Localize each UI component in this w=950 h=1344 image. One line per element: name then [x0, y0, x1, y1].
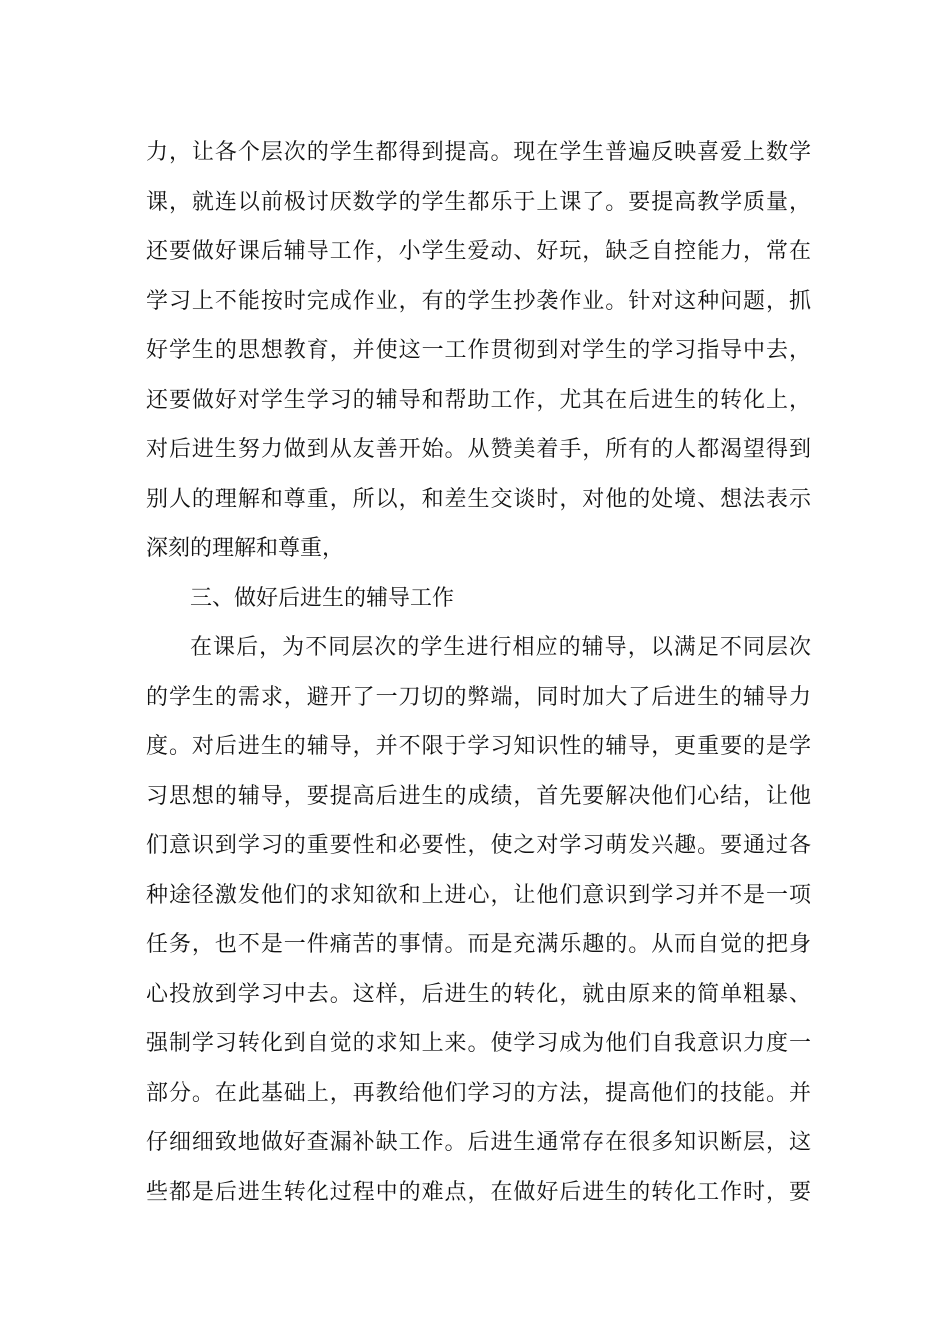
text-line: 些都是后进生转化过程中的难点，在做好后进生的转化工作时，要 — [146, 1179, 811, 1205]
text-line: 学习上不能按时完成作业，有的学生抄袭作业。针对这种问题，抓 — [146, 288, 811, 314]
text-line: 部分。在此基础上，再教给他们学习的方法，提高他们的技能。并 — [146, 1080, 811, 1106]
text-line: 深刻的理解和尊重， — [146, 536, 345, 561]
text-line: 种途径激发他们的求知欲和上进心，让他们意识到学习并不是一项 — [146, 882, 811, 908]
text-line: 仔细细致地做好查漏补缺工作。后进生通常存在很多知识断层，这 — [146, 1130, 811, 1155]
text-line: 心投放到学习中去。这样，后进生的转化，就由原来的简单粗暴、 — [146, 981, 811, 1007]
section-heading — [146, 574, 811, 624]
text-line: 强制学习转化到自觉的求知上来。使学习成为他们自我意识力度一 — [146, 1031, 811, 1056]
text-line: 习思想的辅导，要提高后进生的成绩，首先要解决他们心结，让他 — [146, 783, 811, 809]
text-line: 对后进生努力做到从友善开始。从赞美着手，所有的人都渴望得到 — [146, 437, 811, 462]
text-line: 还要做好课后辅导工作，小学生爱动、好玩，缺乏自控能力，常在 — [146, 239, 811, 264]
text-line: 好学生的思想教育，并使这一工作贯彻到对学生的学习指导中去， — [146, 338, 811, 363]
text-line: 在课后，为不同层次的学生进行相应的辅导，以满足不同层次 — [190, 635, 811, 660]
paragraph-tutoring — [146, 623, 811, 1217]
text-line: 的学生的需求，避开了一刀切的弊端，同时加大了后进生的辅导力 — [146, 684, 811, 710]
text-line: 们意识到学习的重要性和必要性，使之对学习萌发兴趣。要通过各 — [146, 833, 811, 858]
text-line: 还要做好对学生学习的辅导和帮助工作，尤其在后进生的转化上， — [146, 387, 811, 413]
heading-text: 三、做好后进生的辅导工作 — [190, 585, 455, 611]
text-line: 别人的理解和尊重，所以，和差生交谈时，对他的处境、想法表示 — [146, 486, 811, 512]
text-line: 任务，也不是一件痛苦的事情。而是充满乐趣的。从而自觉的把身 — [146, 932, 811, 957]
text-line: 课，就连以前极讨厌数学的学生都乐于上课了。要提高教学质量， — [146, 189, 811, 215]
text-line: 度。对后进生的辅导，并不限于学习知识性的辅导，更重要的是学 — [146, 734, 811, 759]
body-text — [146, 128, 811, 1217]
paragraph-continued — [146, 128, 811, 574]
text-line: 力，让各个层次的学生都得到提高。现在学生普遍反映喜爱上数学 — [146, 140, 811, 165]
